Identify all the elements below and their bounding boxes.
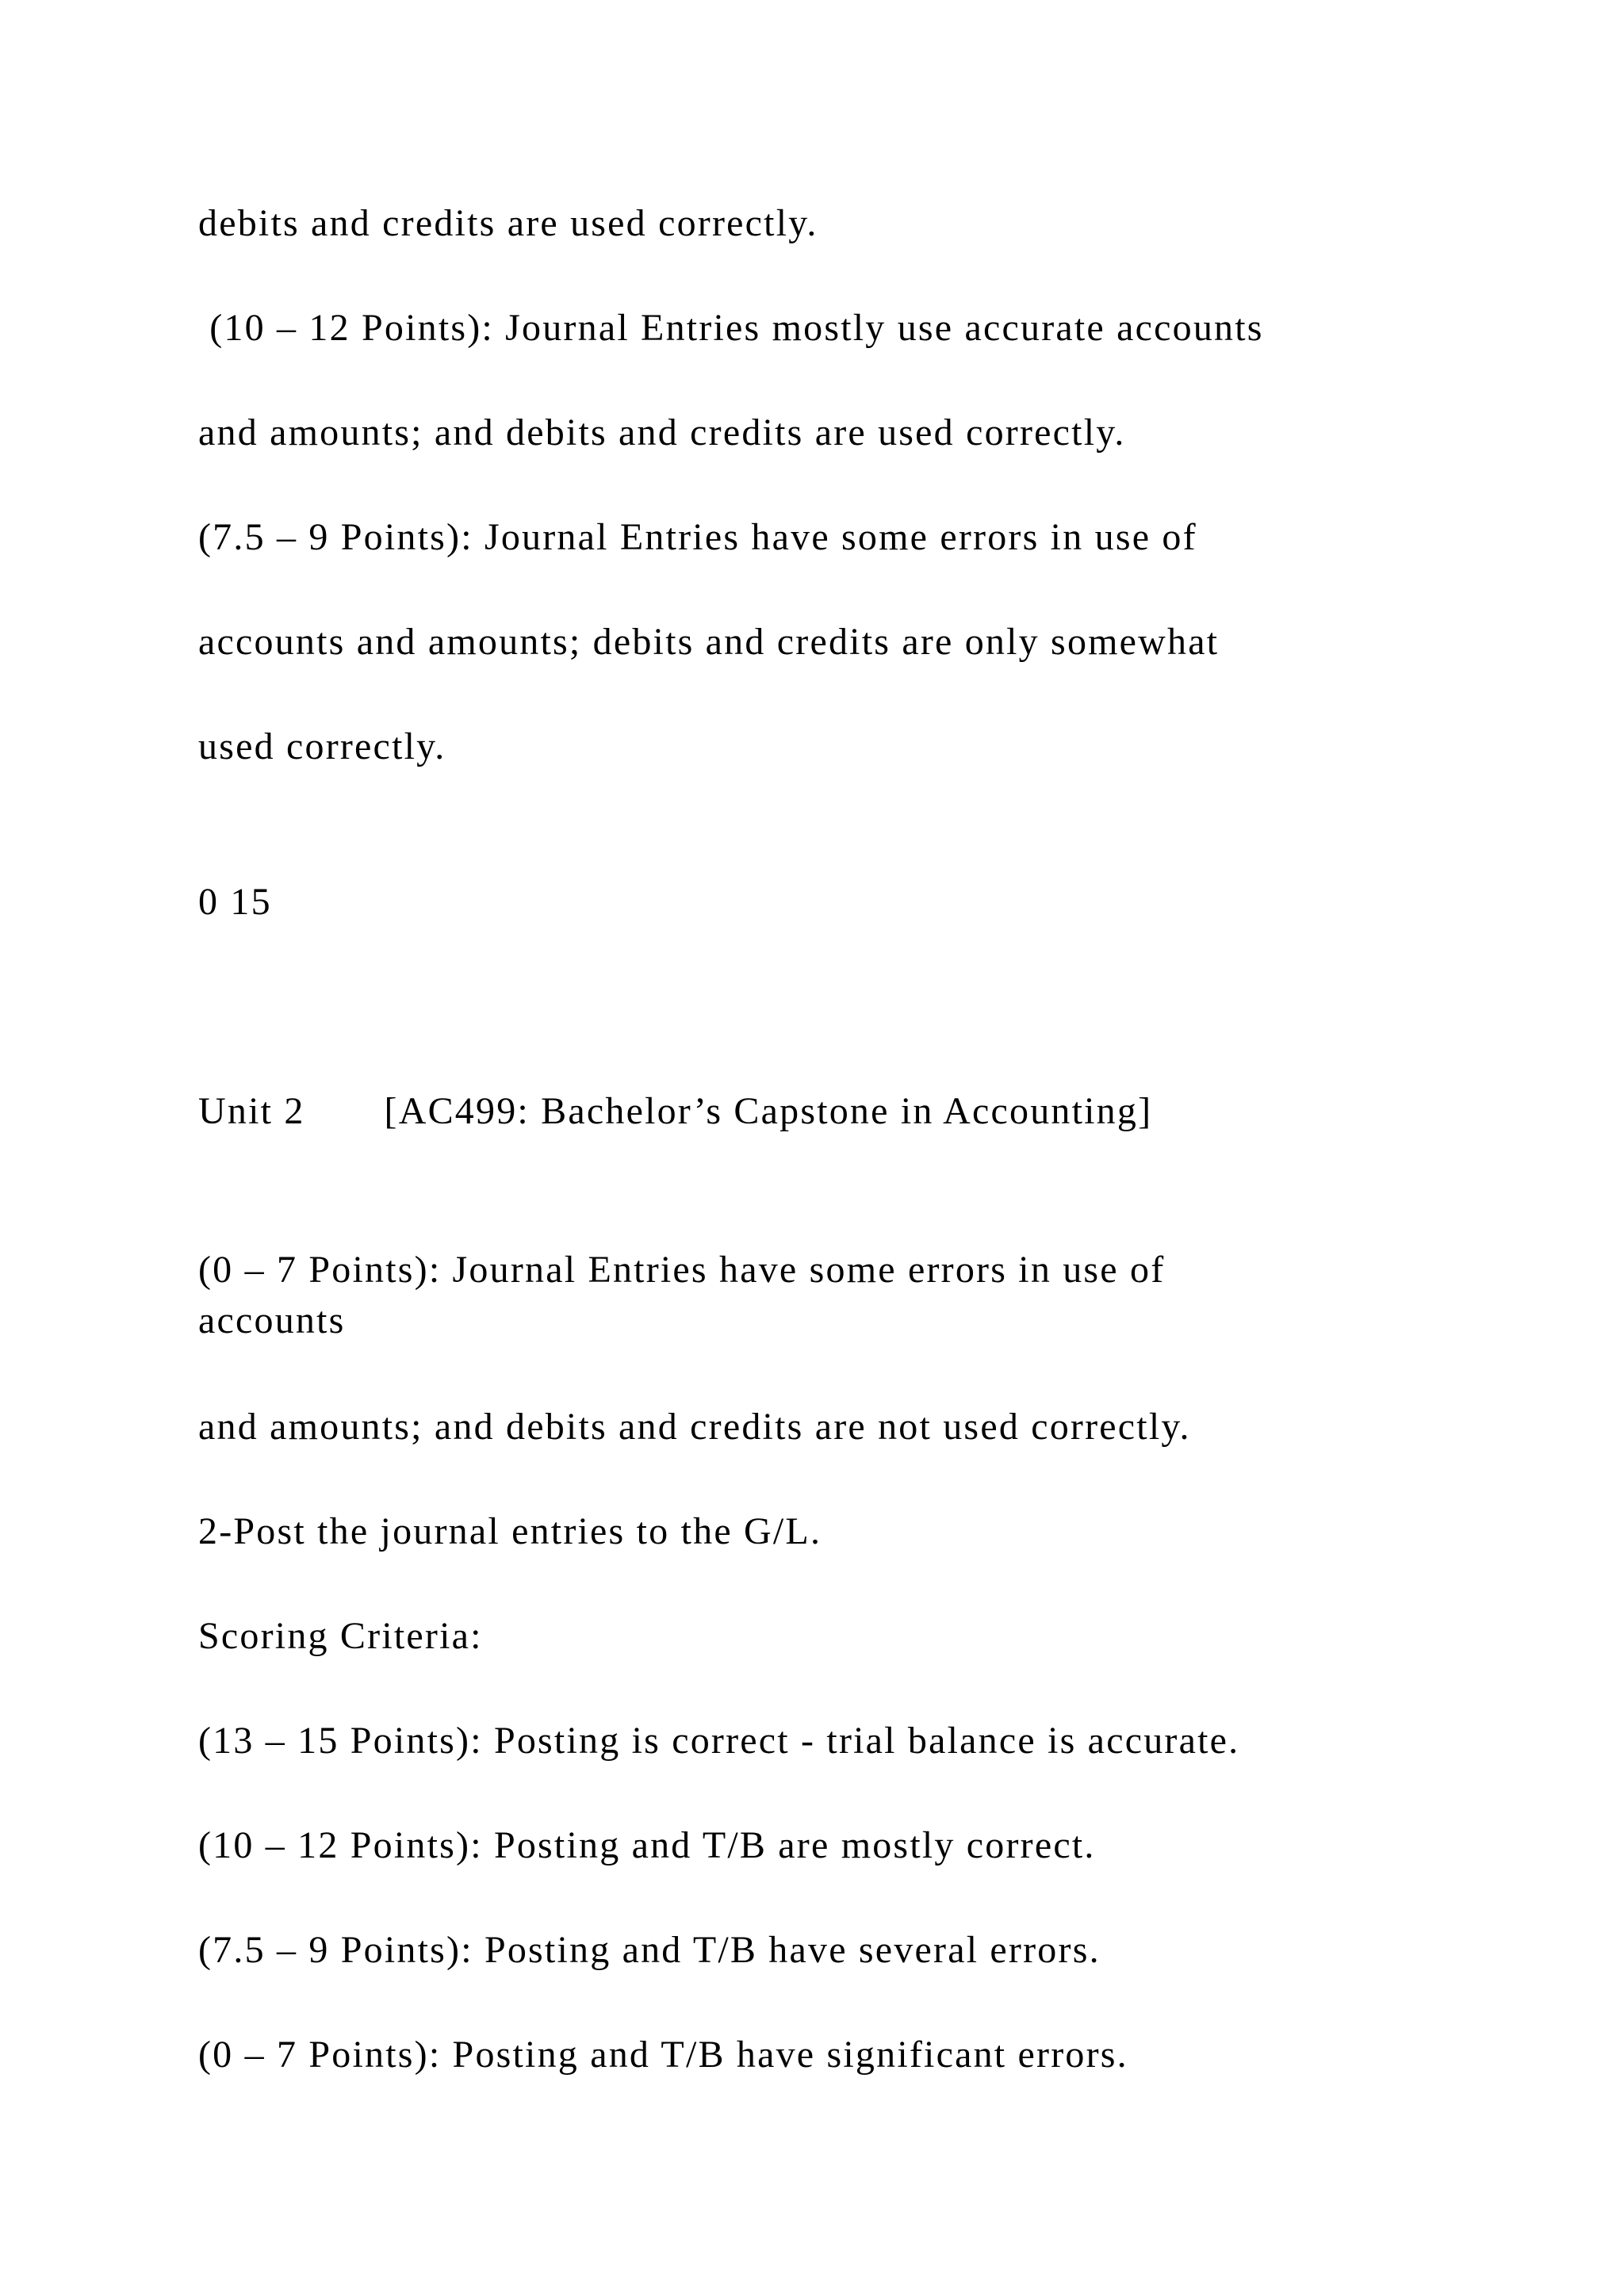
text-line: accounts (198, 1299, 346, 1341)
section-heading: Scoring Criteria: (198, 1615, 483, 1657)
text-line: and amounts; and debits and credits are not used correctly. (198, 1406, 1191, 1448)
text-line: (10 – 12 Points): Journal Entries mostly use accurate accounts (198, 307, 1264, 349)
text-line: 2-Post the journal entries to the G/L. (198, 1510, 822, 1552)
text-line: debits and credits are used correctly. (198, 202, 818, 244)
text-line: (7.5 – 9 Points): Posting and T/B have several errors. (198, 1929, 1101, 1971)
text-line: accounts and amounts; debits and credits are only somewhat (198, 621, 1220, 663)
text-line: (10 – 12 Points): Posting and T/B are mostly correct. (198, 1824, 1096, 1866)
unit-label: Unit 2 (198, 1090, 305, 1132)
text-line: (0 – 7 Points): Journal Entries have some errors in use of (198, 1249, 1166, 1291)
text-line: (0 – 7 Points): Posting and T/B have significant errors. (198, 2034, 1128, 2076)
page-score: 0 15 (198, 881, 272, 923)
course-title: [AC499: Bachelor’s Capstone in Accounting] (384, 1090, 1153, 1132)
text-line: used correctly. (198, 725, 446, 767)
text-line: (7.5 – 9 Points): Journal Entries have some errors in use of (198, 516, 1197, 558)
text-line: and amounts; and debits and credits are used correctly. (198, 411, 1126, 453)
running-header (198, 1086, 1152, 1137)
text-line: (13 – 15 Points): Posting is correct - trial balance is accurate. (198, 1720, 1240, 1762)
